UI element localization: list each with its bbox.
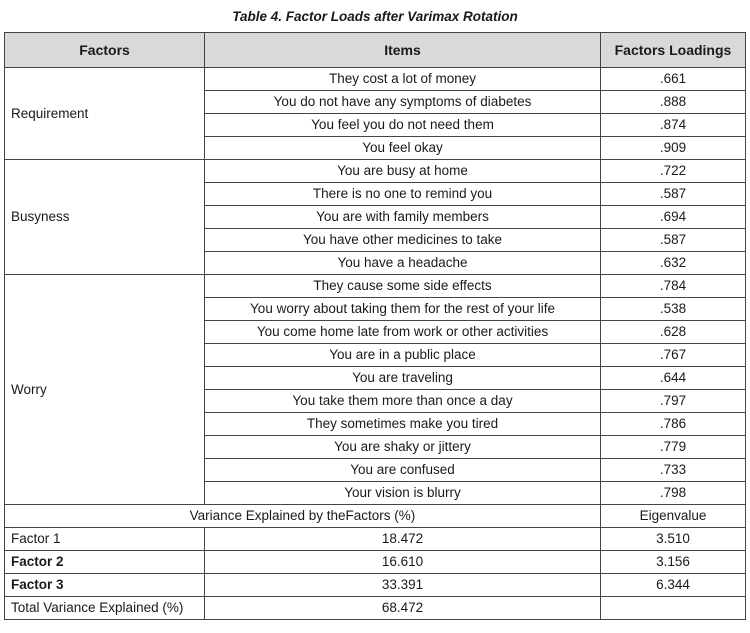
loading-cell: .797 <box>600 390 745 413</box>
total-label: Total Variance Explained (%) <box>5 597 205 620</box>
eigenvalue-cell: 6.344 <box>600 574 745 597</box>
summary-row <box>5 574 746 597</box>
table-row <box>5 160 746 183</box>
header-loadings: Factors Loadings <box>600 33 745 68</box>
loading-cell: .628 <box>600 321 745 344</box>
item-cell: You do not have any symptoms of diabetes <box>205 91 601 114</box>
summary-row <box>5 551 746 574</box>
item-cell: You worry about taking them for the rest of your life <box>205 298 601 321</box>
item-cell: They cause some side effects <box>205 275 601 298</box>
item-cell: You are busy at home <box>205 160 601 183</box>
eigenvalue-header: Eigenvalue <box>600 505 745 528</box>
loading-cell: .644 <box>600 367 745 390</box>
variance-cell: 16.610 <box>205 551 601 574</box>
table-row <box>5 68 746 91</box>
item-cell: There is no one to remind you <box>205 183 601 206</box>
variance-cell: 18.472 <box>205 528 601 551</box>
loading-cell: .779 <box>600 436 745 459</box>
loading-cell: .784 <box>600 275 745 298</box>
loading-cell: .874 <box>600 114 745 137</box>
variance-cell: 33.391 <box>205 574 601 597</box>
item-cell: You feel okay <box>205 137 601 160</box>
item-cell: You are confused <box>205 459 601 482</box>
loading-cell: .587 <box>600 183 745 206</box>
factor-label-busyness: Busyness <box>5 160 205 275</box>
eigenvalue-cell: 3.510 <box>600 528 745 551</box>
summary-label: Factor 1 <box>5 528 205 551</box>
total-variance-cell: 68.472 <box>205 597 601 620</box>
summary-row <box>5 528 746 551</box>
table-row <box>5 275 746 298</box>
eigenvalue-cell: 3.156 <box>600 551 745 574</box>
loading-cell: .888 <box>600 91 745 114</box>
summary-header-row <box>5 505 746 528</box>
factor-label-requirement: Requirement <box>5 68 205 160</box>
item-cell: You come home late from work or other activities <box>205 321 601 344</box>
header-items: Items <box>205 33 601 68</box>
summary-label: Factor 3 <box>5 574 205 597</box>
loading-cell: .909 <box>600 137 745 160</box>
loading-cell: .694 <box>600 206 745 229</box>
header-row <box>5 33 746 68</box>
item-cell: They sometimes make you tired <box>205 413 601 436</box>
item-cell: You take them more than once a day <box>205 390 601 413</box>
item-cell: You are with family members <box>205 206 601 229</box>
total-row <box>5 597 746 620</box>
factor-label-worry: Worry <box>5 275 205 505</box>
item-cell: You have a headache <box>205 252 601 275</box>
loading-cell: .786 <box>600 413 745 436</box>
item-cell: They cost a lot of money <box>205 68 601 91</box>
item-cell: You are traveling <box>205 367 601 390</box>
item-cell: You feel you do not need them <box>205 114 601 137</box>
loading-cell: .587 <box>600 229 745 252</box>
loading-cell: .538 <box>600 298 745 321</box>
loading-cell: .733 <box>600 459 745 482</box>
header-factors: Factors <box>5 33 205 68</box>
loading-cell: .661 <box>600 68 745 91</box>
loading-cell: .722 <box>600 160 745 183</box>
table-caption: Table 4. Factor Loads after Varimax Rotation <box>232 9 518 24</box>
loading-cell: .632 <box>600 252 745 275</box>
loading-cell: .767 <box>600 344 745 367</box>
variance-header: Variance Explained by theFactors (%) <box>5 505 601 528</box>
factor-loads-table <box>4 32 746 620</box>
loading-cell: .798 <box>600 482 745 505</box>
item-cell: You are in a public place <box>205 344 601 367</box>
total-eigenvalue-cell <box>600 597 745 620</box>
item-cell: You have other medicines to take <box>205 229 601 252</box>
summary-label: Factor 2 <box>5 551 205 574</box>
item-cell: You are shaky or jittery <box>205 436 601 459</box>
item-cell: Your vision is blurry <box>205 482 601 505</box>
